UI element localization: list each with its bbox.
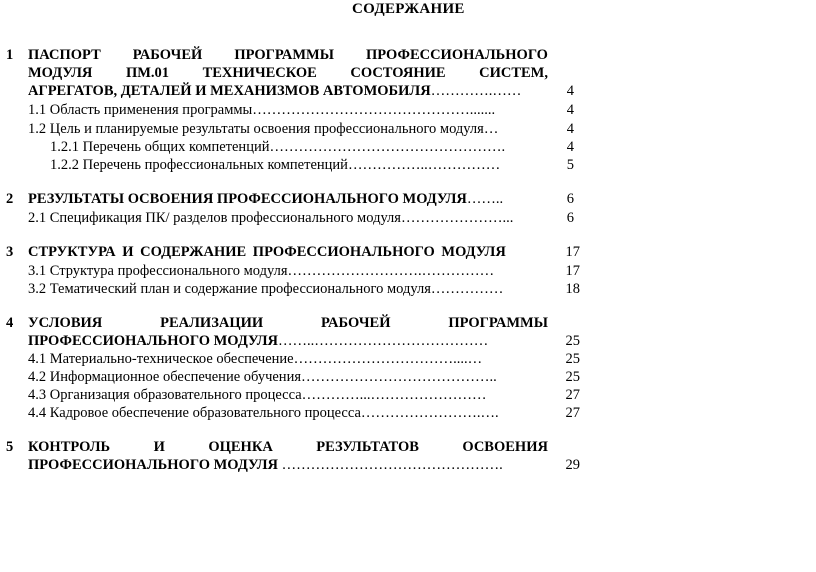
section-heading-line: ПРОФЕССИОНАЛЬНОГО МОДУЛЯ <box>28 333 278 349</box>
page-number: 25 <box>565 369 580 385</box>
section-heading-line: УСЛОВИЯ РЕАЛИЗАЦИИ РАБОЧЕЙ ПРОГРАММЫ <box>28 315 548 331</box>
page-number: 27 <box>565 405 580 421</box>
item-label: 1.1 Область применения программы <box>28 102 253 118</box>
section-number: 1 <box>6 47 14 63</box>
dot-leader: …….. <box>466 191 504 207</box>
toc-line[interactable] <box>28 280 503 298</box>
dot-leader: ……………………………....… <box>293 351 483 367</box>
item-label: 4.4 Кадровое обеспечение образовательного процесса <box>28 405 361 421</box>
toc-line[interactable] <box>28 209 513 227</box>
dot-leader: ……………………….…………… <box>287 263 495 279</box>
item-label: 4.2 Информационное обеспечение обучения <box>28 369 302 385</box>
page-number: 4 <box>566 121 574 137</box>
dot-leader: ……..……………………………… <box>278 333 489 349</box>
item-label: 4.3 Организация образовательного процесса <box>28 387 302 403</box>
page-title: СОДЕРЖАНИЕ <box>352 1 465 17</box>
page-number: 18 <box>565 281 580 297</box>
item-label: 1.2.2 Перечень профессиональных компетенций <box>50 157 348 173</box>
section-number: 2 <box>6 191 14 207</box>
page-number: 6 <box>566 191 574 207</box>
section-number: 3 <box>6 244 14 260</box>
page-number: 6 <box>566 210 574 226</box>
item-label: 1.2 Цель и планируемые результаты освоения профессионального модуля <box>28 121 484 137</box>
section-number: 4 <box>6 315 14 331</box>
dot-leader: …………………………………………. <box>269 139 506 155</box>
toc-line[interactable] <box>28 82 521 100</box>
dot-leader: …………………….…. <box>360 405 499 421</box>
page-number: 27 <box>565 387 580 403</box>
page-number: 4 <box>566 83 574 99</box>
page-number: 25 <box>565 333 580 349</box>
toc-line[interactable] <box>28 190 503 208</box>
toc-line[interactable] <box>28 101 495 119</box>
item-label: 2.1 Спецификация ПК/ разделов профессионального модуля <box>28 210 401 226</box>
toc-line[interactable] <box>28 404 499 422</box>
toc-line[interactable] <box>50 138 505 156</box>
toc-line[interactable] <box>50 156 500 174</box>
toc-line[interactable] <box>28 243 506 261</box>
page-number: 4 <box>566 139 574 155</box>
toc-line[interactable] <box>28 262 494 280</box>
dot-leader: …………………... <box>400 210 514 226</box>
dot-leader: ………….…… <box>430 83 522 99</box>
dot-leader: ………………………………….. <box>301 369 497 385</box>
dot-leader: ……………..…………… <box>347 157 501 173</box>
page-number: 25 <box>565 351 580 367</box>
section-heading-line: КОНТРОЛЬ И ОЦЕНКА РЕЗУЛЬТАТОВ ОСВОЕНИЯ <box>28 439 548 455</box>
dot-leader: … <box>483 121 499 137</box>
dot-leader: ………………………………………....... <box>252 102 496 118</box>
page-number: 4 <box>566 102 574 118</box>
page-number: 17 <box>565 244 580 260</box>
page-number: 5 <box>566 157 574 173</box>
item-label: 3.1 Структура профессионального модуля <box>28 263 288 279</box>
dot-leader: …………...…………………… <box>301 387 487 403</box>
toc-line[interactable] <box>28 332 488 350</box>
section-heading-line: АГРЕГАТОВ, ДЕТАЛЕЙ И МЕХАНИЗМОВ АВТОМОБИЛЯ <box>28 83 431 99</box>
section-heading-line: ПРОФЕССИОНАЛЬНОГО МОДУЛЯ <box>28 457 278 473</box>
dot-leader: …………… <box>430 281 504 297</box>
section-heading-line: РЕЗУЛЬТАТЫ ОСВОЕНИЯ ПРОФЕССИОНАЛЬНОГО МОДУЛЯ <box>28 191 467 207</box>
dot-leader: ………………………………………. <box>278 457 503 473</box>
page-number: 17 <box>565 263 580 279</box>
page-number: 29 <box>565 457 580 473</box>
section-number: 5 <box>6 439 14 455</box>
toc-line[interactable] <box>28 456 503 474</box>
toc-line[interactable] <box>28 120 498 138</box>
toc-line[interactable] <box>28 386 487 404</box>
toc-line[interactable] <box>28 368 497 386</box>
section-heading-line: СТРУКТУРА И СОДЕРЖАНИЕ ПРОФЕССИОНАЛЬНОГО МОДУЛЯ <box>28 244 506 260</box>
item-label: 4.1 Материально-техническое обеспечение <box>28 351 294 367</box>
section-heading-line: ПАСПОРТ РАБОЧЕЙ ПРОГРАММЫ ПРОФЕССИОНАЛЬНОГО <box>28 47 548 63</box>
item-label: 3.2 Тематический план и содержание профессионального модуля <box>28 281 431 297</box>
section-heading-line: МОДУЛЯ ПМ.01 ТЕХНИЧЕСКОЕ СОСТОЯНИЕ СИСТЕМ, <box>28 65 548 81</box>
toc-line[interactable] <box>28 350 482 368</box>
item-label: 1.2.1 Перечень общих компетенций <box>50 139 270 155</box>
